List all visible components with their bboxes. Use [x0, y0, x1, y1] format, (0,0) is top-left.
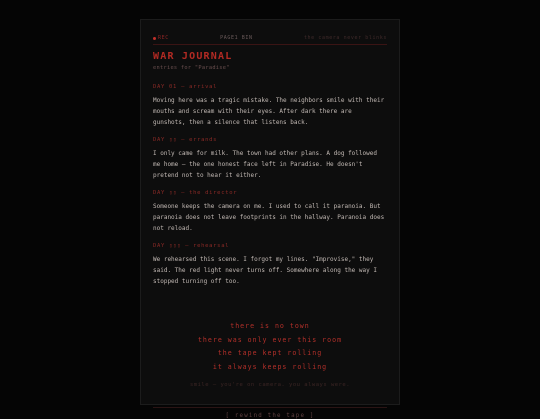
top-bar [153, 33, 387, 43]
chant-line: there was only ever this room [197, 335, 343, 344]
entry-body: I only came for milk. The town had other plans. A dog followed me home — the one honest face left in Paradise. He doesn't pretend not to hear it either. [153, 150, 377, 179]
journal-entry [153, 243, 387, 287]
chant-line: the tape kept rolling [217, 349, 323, 357]
journal-entry [153, 137, 387, 181]
journal-frame [140, 19, 400, 419]
rewind-button[interactable]: [ rewind the tape ] [225, 413, 315, 419]
journal-entry [153, 84, 387, 128]
entry-body: Moving here was a tragic mistake. The neighbors smile with their mouths and scream with their eyes. After dark there are gunshots, then a silence that listens back. [153, 97, 385, 126]
page-title: WAR JOURNAL [153, 51, 233, 62]
chant-block [153, 320, 387, 374]
journal-entry [153, 190, 387, 234]
journal-inner [153, 20, 387, 419]
entry-heading: DAY ▯▯ — the director [153, 190, 238, 196]
tape-label: PAGE1 BIN [220, 35, 253, 41]
entry-body: Someone keeps the camera on me. I used to call it paranoia. But paranoia does not leave footprints in the hallway. Paranoia does not reload. [153, 203, 385, 232]
chant-line: it always keeps rolling [212, 362, 328, 371]
bottom-divider [153, 407, 387, 408]
top-divider [153, 44, 387, 45]
whisper-line: smile — you're on camera. you always were. [189, 382, 351, 388]
entry-body: We rehearsed this scene. I forgot my lines. "Improvise," they said. The red light never turns off. Somewhere along the way I stopped turning off too. [153, 256, 377, 285]
camera-note: the camera never blinks [303, 35, 387, 41]
record-dot-icon [153, 37, 156, 40]
page-subtitle: entries for "Paradise" [153, 65, 230, 71]
rec-label: REC [158, 35, 169, 41]
chant-line: there is no town [230, 322, 310, 330]
entry-heading: DAY ▯▯▯ — rehearsal [153, 243, 230, 249]
entry-heading: DAY ▯▯ — errands [153, 137, 218, 143]
entry-heading: DAY 01 — arrival [153, 84, 218, 90]
rec-indicator [153, 35, 169, 41]
